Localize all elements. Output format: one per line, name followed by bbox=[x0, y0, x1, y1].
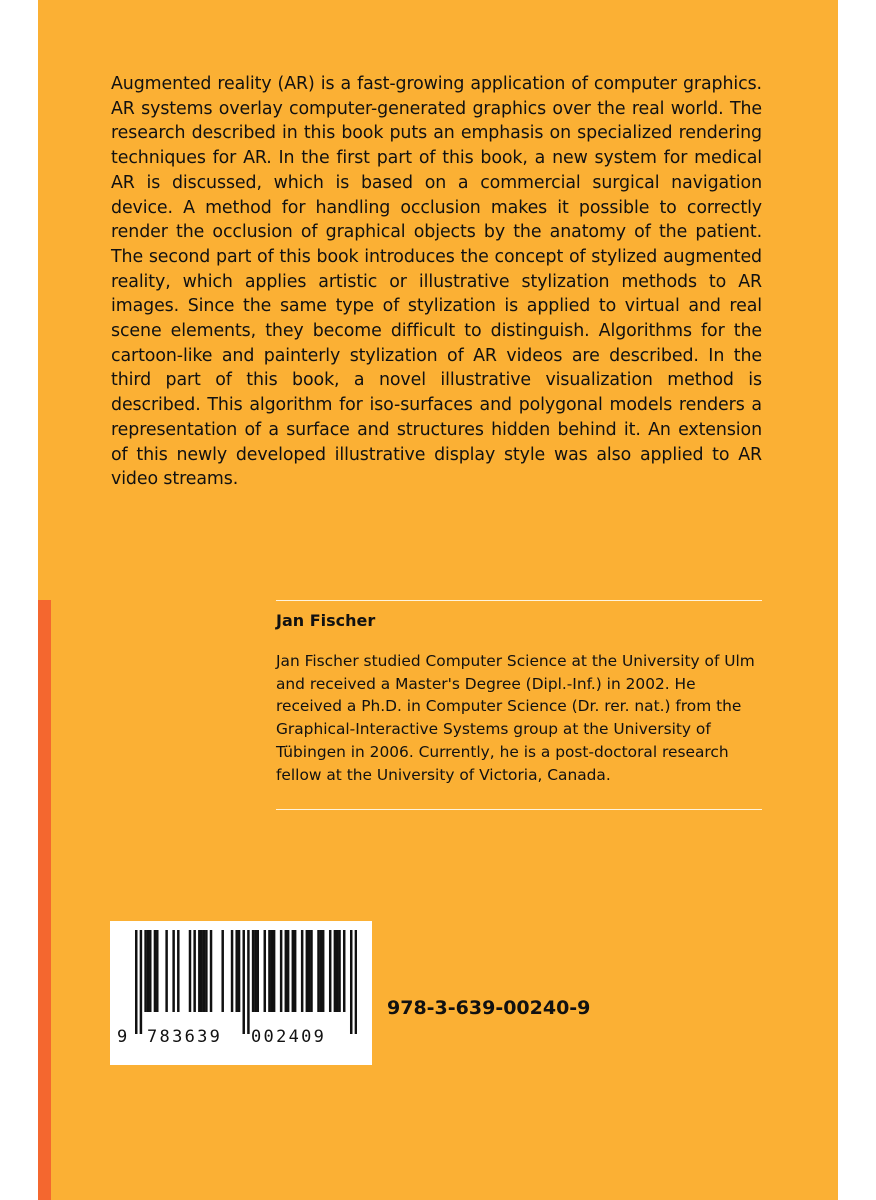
author-name: Jan Fischer bbox=[276, 611, 376, 630]
barcode-bar bbox=[257, 930, 259, 1012]
barcode-bar bbox=[140, 930, 142, 1034]
barcode-bar bbox=[177, 930, 179, 1012]
barcode-digits bbox=[110, 1025, 372, 1049]
barcode-bar bbox=[149, 930, 151, 1012]
barcode-bar bbox=[221, 930, 223, 1012]
barcode-bar bbox=[172, 930, 174, 1012]
barcode-bar bbox=[355, 930, 357, 1034]
barcode-bar bbox=[247, 930, 249, 1034]
author-bio: Jan Fischer studied Computer Science at the University of Ulm and received a Master's Degree (Dipl.-Inf.) in 2002. He received a Ph.D. in Computer Science (Dr. rer. nat.) from the Graphical-Interactive Systems group at the University of Tübingen in 2006. Currently, he is a post-doctoral research fellow at the University of Victoria, Canada. bbox=[276, 652, 755, 784]
barcode-bar bbox=[285, 930, 287, 1012]
barcode-bars bbox=[135, 930, 357, 1034]
barcode-bar bbox=[231, 930, 233, 1012]
barcode-bar bbox=[273, 930, 275, 1012]
barcode-bar bbox=[252, 930, 254, 1012]
barcode-bar bbox=[200, 930, 202, 1012]
barcode-bar bbox=[329, 930, 331, 1012]
barcode-bar bbox=[322, 930, 324, 1012]
barcode bbox=[110, 921, 372, 1065]
barcode-bar bbox=[135, 930, 137, 1034]
barcode-digit-first: 9 bbox=[117, 1027, 128, 1047]
isbn-number: 978-3-639-00240-9 bbox=[387, 997, 591, 1019]
barcode-bar bbox=[238, 930, 240, 1012]
barcode-bar bbox=[198, 930, 200, 1012]
barcode-bar bbox=[280, 930, 282, 1012]
barcode-bar bbox=[287, 930, 289, 1012]
barcode-bar bbox=[292, 930, 294, 1012]
barcode-bar bbox=[156, 930, 158, 1012]
barcode-bar bbox=[193, 930, 195, 1012]
barcode-bar bbox=[165, 930, 167, 1012]
barcode-bar bbox=[271, 930, 273, 1012]
barcode-bar bbox=[306, 930, 308, 1012]
barcode-bar bbox=[308, 930, 310, 1012]
barcode-bar bbox=[294, 930, 296, 1012]
barcode-bar bbox=[147, 930, 149, 1012]
barcode-bar bbox=[154, 930, 156, 1012]
barcode-bar bbox=[203, 930, 205, 1012]
barcode-digits-left: 783639 bbox=[147, 1027, 223, 1047]
barcode-bar bbox=[235, 930, 237, 1012]
barcode-bar bbox=[144, 930, 146, 1012]
barcode-bar bbox=[338, 930, 340, 1012]
divider-top bbox=[276, 600, 762, 601]
barcode-bar bbox=[317, 930, 319, 1012]
barcode-bar bbox=[189, 930, 191, 1012]
barcode-digits-right: 002409 bbox=[251, 1027, 327, 1047]
barcode-bar bbox=[310, 930, 312, 1012]
book-description: Augmented reality (AR) is a fast-growing application of computer graphics. AR systems overlay computer-generated graphics over the real world. The research described in this book puts an emphasis on specialized rendering techniques for AR. In the first part of this book, a new system for medical AR is discussed, which is based on a commercial surgical navigation device. A method for handling occlusion makes it possible to correctly render the occlusion of graphical objects by the anatomy of the patient. The second part of this book introduces the concept of stylized augmented reality, which applies artistic or illustrative stylization methods to AR images. Since the same type of stylization is applied to virtual and real scene elements, they become difficult to distinguish. Algorithms for the cartoon-like and painterly stylization of AR videos are described. In the third part of this book, a novel illustrative visualization method is described. This algorithm for iso-surfaces and polygonal models renders a representation of a surface and structures hidden behind it. An extension of this newly developed illustrative display style was also applied to AR video streams. bbox=[111, 74, 762, 490]
accent-bar bbox=[38, 600, 51, 1200]
barcode-bar bbox=[343, 930, 345, 1012]
barcode-bar bbox=[254, 930, 256, 1012]
barcode-bar bbox=[336, 930, 338, 1012]
barcode-bar bbox=[264, 930, 266, 1012]
divider-bottom bbox=[276, 809, 762, 810]
barcode-bar bbox=[350, 930, 352, 1034]
barcode-bar bbox=[242, 930, 244, 1034]
barcode-bar bbox=[301, 930, 303, 1012]
barcode-bar bbox=[334, 930, 336, 1012]
barcode-bar bbox=[268, 930, 270, 1012]
barcode-bar bbox=[210, 930, 212, 1012]
barcode-bar bbox=[320, 930, 322, 1012]
barcode-bar bbox=[205, 930, 207, 1012]
